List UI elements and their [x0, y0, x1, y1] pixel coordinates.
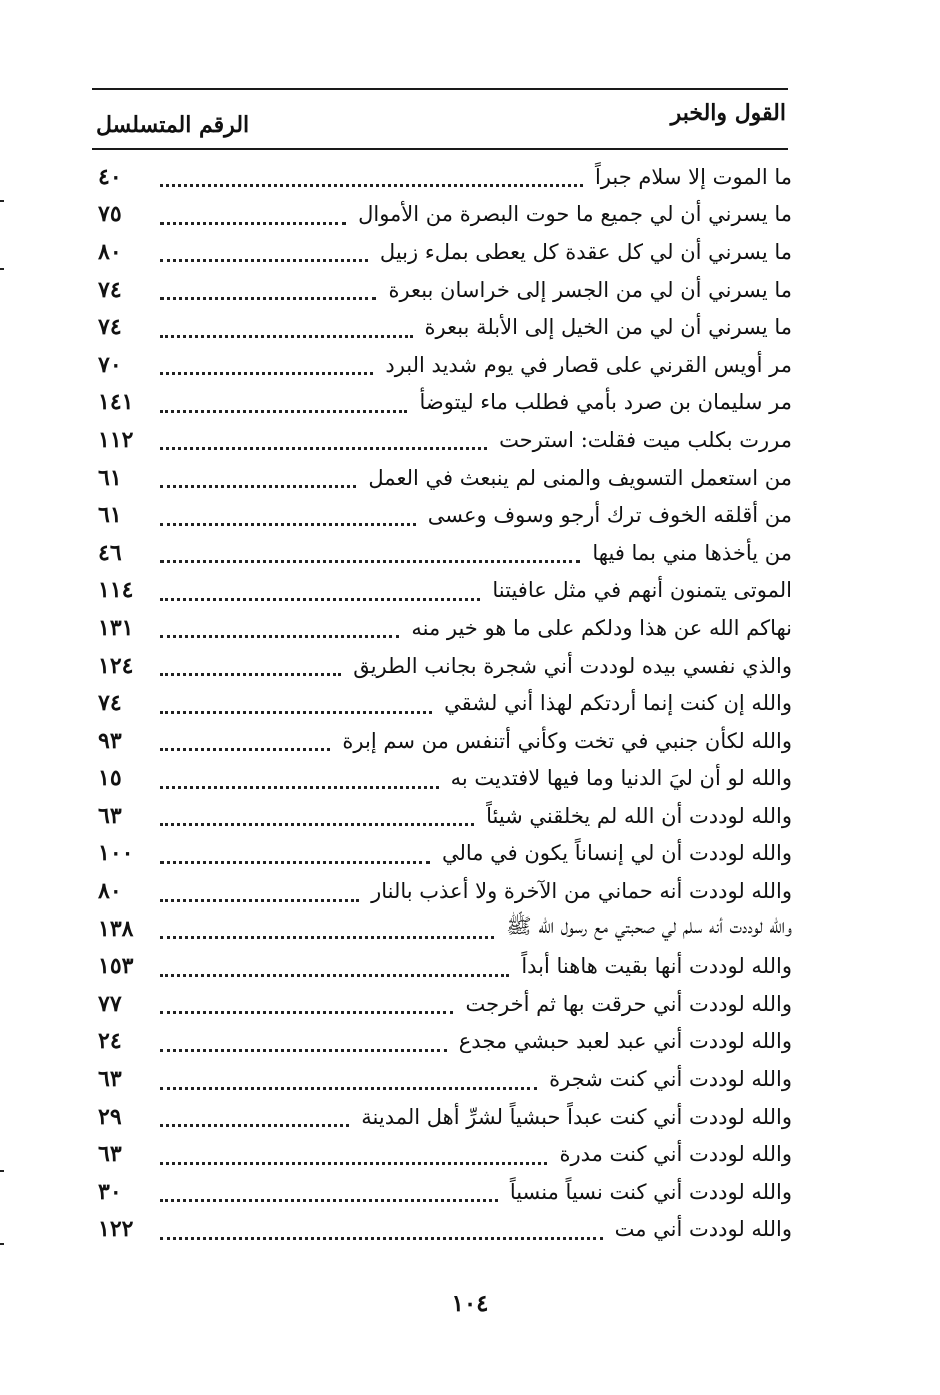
entry-text: والله لوددت أنه حماني من الآخرة ولا أعذب بالنار	[371, 879, 792, 904]
dot-leader	[160, 576, 480, 601]
index-entry-row	[92, 308, 792, 346]
entry-text: ما يسرني أن لي جميع ما حوت البصرة من الأموال	[358, 202, 792, 227]
index-entry-row	[92, 196, 792, 234]
entry-text: والله لوددت أني كنت نسياً منسياً	[509, 1179, 792, 1204]
index-entry-row	[92, 1173, 792, 1211]
entry-text: نهاكم الله عن هذا ودلكم على ما هو خير منه	[411, 615, 792, 640]
entry-serial-number: ٦١	[98, 502, 122, 529]
entry-text: والذي نفسي بيده لوددت أني شجرة بجانب الطريق	[353, 653, 792, 678]
scan-margin-mark	[0, 1170, 4, 1172]
page-number: ١٠٤	[451, 1290, 489, 1317]
entry-serial-number: ١٣١	[98, 614, 134, 641]
index-entry-row	[92, 233, 792, 271]
index-entry-row	[92, 647, 792, 685]
entry-text: من يأخذها مني بما فيها	[592, 540, 792, 565]
header-title-saying: القول والخبر	[670, 100, 786, 126]
entry-text: والله لوددت أني عبد لعبد حبشي مجدع	[458, 1029, 792, 1054]
entry-serial-number: ٦٣	[98, 802, 122, 829]
entry-serial-number: ٢٤	[98, 1028, 122, 1055]
index-entry-row	[92, 1211, 792, 1249]
index-entry-row	[92, 722, 792, 760]
dot-leader	[160, 501, 416, 526]
header-title-serial-number: الرقم المتسلسل	[96, 112, 250, 138]
dot-leader	[160, 1065, 537, 1090]
dot-leader	[160, 275, 376, 300]
dot-leader	[160, 726, 330, 751]
entry-serial-number: ١١٤	[98, 577, 134, 604]
entry-text: والله لوددت أني كنت مدرة	[559, 1142, 792, 1167]
dot-leader	[160, 801, 474, 826]
dot-leader	[160, 350, 373, 375]
dot-leader	[160, 952, 509, 977]
index-entry-row	[92, 346, 792, 384]
dot-leader	[160, 463, 356, 488]
entry-serial-number: ١٣٨	[98, 915, 134, 942]
index-entry-row	[92, 572, 792, 610]
entry-serial-number: ٧٠	[98, 351, 122, 378]
entry-text: ما يسرني أن لي كل عقدة كل يعطى بملء زبيل	[379, 239, 792, 264]
entry-serial-number: ٦١	[98, 464, 122, 491]
entry-serial-number: ٧٤	[98, 690, 122, 717]
entry-text: والله لوددت أني حرقت بها ثم أخرجت	[465, 991, 792, 1016]
entry-text: مر سليمان بن صرد بأمي فطلب ماء ليتوضأ	[419, 390, 792, 415]
scan-margin-mark	[0, 1243, 4, 1245]
dot-leader	[160, 839, 430, 864]
index-entry-row	[92, 1135, 792, 1173]
entry-text: والله لوددت أنها بقيت هاهنا أبداً	[521, 954, 792, 979]
entry-text: والله لوددت أن لي إنساناً يكون في مالي	[441, 841, 792, 866]
entry-serial-number: ١٥٣	[98, 953, 134, 980]
entry-serial-number: ٨٠	[98, 238, 122, 265]
index-entry-row	[92, 609, 792, 647]
entry-text: مر أويس القرني على قصار في يوم شديد البرد	[385, 352, 792, 377]
entry-text: والله لوددت أنه سلم لي صحبتي مع رسول الله ﷺ	[506, 914, 792, 939]
index-entry-row	[92, 872, 792, 910]
index-entry-row	[92, 835, 792, 873]
entry-serial-number: ٦٣	[98, 1066, 122, 1093]
entry-text: ما الموت إلا سلام جبراً	[594, 164, 792, 189]
entry-text: الموتى يتمنون أنهم في مثل عافيتنا	[492, 578, 792, 603]
index-entry-row	[92, 459, 792, 497]
index-entry-row	[92, 797, 792, 835]
entry-text: من أقلقه الخوف ترك أرجو وسوف وعسى	[427, 503, 792, 528]
index-entry-row	[92, 534, 792, 572]
entry-serial-number: ١٢٢	[98, 1216, 134, 1243]
dot-leader	[160, 200, 346, 225]
index-entry-row	[92, 684, 792, 722]
entry-text: والله لوددت أني كنت عبداً حبشياً لشرِّ أهل المدينة	[361, 1104, 792, 1129]
entry-text: والله لو أن ليَ الدنيا وما فيها لافتديت به	[450, 766, 792, 791]
entry-text: والله لكأن جنبي في تخت وكأني أتنفس من سم إبرة	[342, 728, 792, 753]
entry-serial-number: ٤٦	[98, 539, 122, 566]
dot-leader	[160, 425, 487, 450]
entry-serial-number: ٢٩	[98, 1103, 122, 1130]
dot-leader	[160, 651, 341, 676]
index-entry-row	[92, 1060, 792, 1098]
entry-serial-number: ٧٧	[98, 990, 122, 1017]
entry-serial-number: ١٢٤	[98, 652, 134, 679]
dot-leader	[160, 1177, 498, 1202]
scan-margin-mark	[0, 268, 4, 270]
entry-text: من استعمل التسويف والمنى لم ينبعث في العمل	[368, 465, 792, 490]
entry-serial-number: ٤٠	[98, 163, 122, 190]
entry-serial-number: ٩٣	[98, 727, 122, 754]
index-entry-row	[92, 158, 792, 196]
index-entry-row	[92, 496, 792, 534]
index-entry-row	[92, 384, 792, 422]
dot-leader	[160, 989, 453, 1014]
index-entry-row	[92, 271, 792, 309]
entry-text: والله إن كنت إنما أردتكم لهذا أني لشقي	[444, 691, 792, 716]
index-entry-list	[92, 158, 792, 1248]
index-entry-row	[92, 421, 792, 459]
dot-leader	[160, 764, 439, 789]
dot-leader	[160, 538, 580, 563]
entry-text: والله لوددت أني كنت شجرة	[549, 1067, 792, 1092]
index-entry-row	[92, 985, 792, 1023]
entry-text: مررت بكلب ميت فقلت: استرحت	[499, 427, 792, 452]
dot-leader	[160, 162, 583, 187]
dot-leader	[160, 1215, 603, 1240]
dot-leader	[160, 1140, 547, 1165]
entry-serial-number: ٨٠	[98, 878, 122, 905]
entry-text: والله لوددت أن الله لم يخلقني شيئاً	[486, 803, 792, 828]
entry-serial-number: ٣٠	[98, 1178, 122, 1205]
index-entry-row	[92, 760, 792, 798]
dot-leader	[160, 388, 407, 413]
dot-leader	[160, 877, 359, 902]
index-entry-row	[92, 1023, 792, 1061]
entry-serial-number: ١٠٠	[98, 840, 134, 867]
index-header	[92, 88, 788, 150]
dot-leader	[160, 689, 432, 714]
dot-leader	[160, 613, 399, 638]
dot-leader	[160, 914, 494, 939]
entry-text: ما يسرني أن لي من الجسر إلى خراسان ببعرة	[388, 277, 792, 302]
index-entry-row	[92, 1098, 792, 1136]
index-entry-row	[92, 910, 792, 948]
dot-leader	[160, 237, 368, 262]
dot-leader	[160, 1027, 447, 1052]
entry-serial-number: ١٥	[98, 765, 122, 792]
dot-leader	[160, 1102, 349, 1127]
entry-serial-number: ١١٢	[98, 426, 134, 453]
entry-text: ما يسرني أن لي من الخيل إلى الأبلة ببعرة	[424, 315, 792, 340]
entry-serial-number: ٦٣	[98, 1141, 122, 1168]
index-entry-row	[92, 947, 792, 985]
dot-leader	[160, 313, 413, 338]
entry-text: والله لوددت أني مت	[614, 1217, 792, 1242]
entry-serial-number: ١٤١	[98, 389, 134, 416]
entry-serial-number: ٧٤	[98, 276, 122, 303]
entry-serial-number: ٧٤	[98, 314, 122, 341]
entry-serial-number: ٧٥	[98, 201, 122, 228]
scan-margin-mark	[0, 200, 4, 202]
